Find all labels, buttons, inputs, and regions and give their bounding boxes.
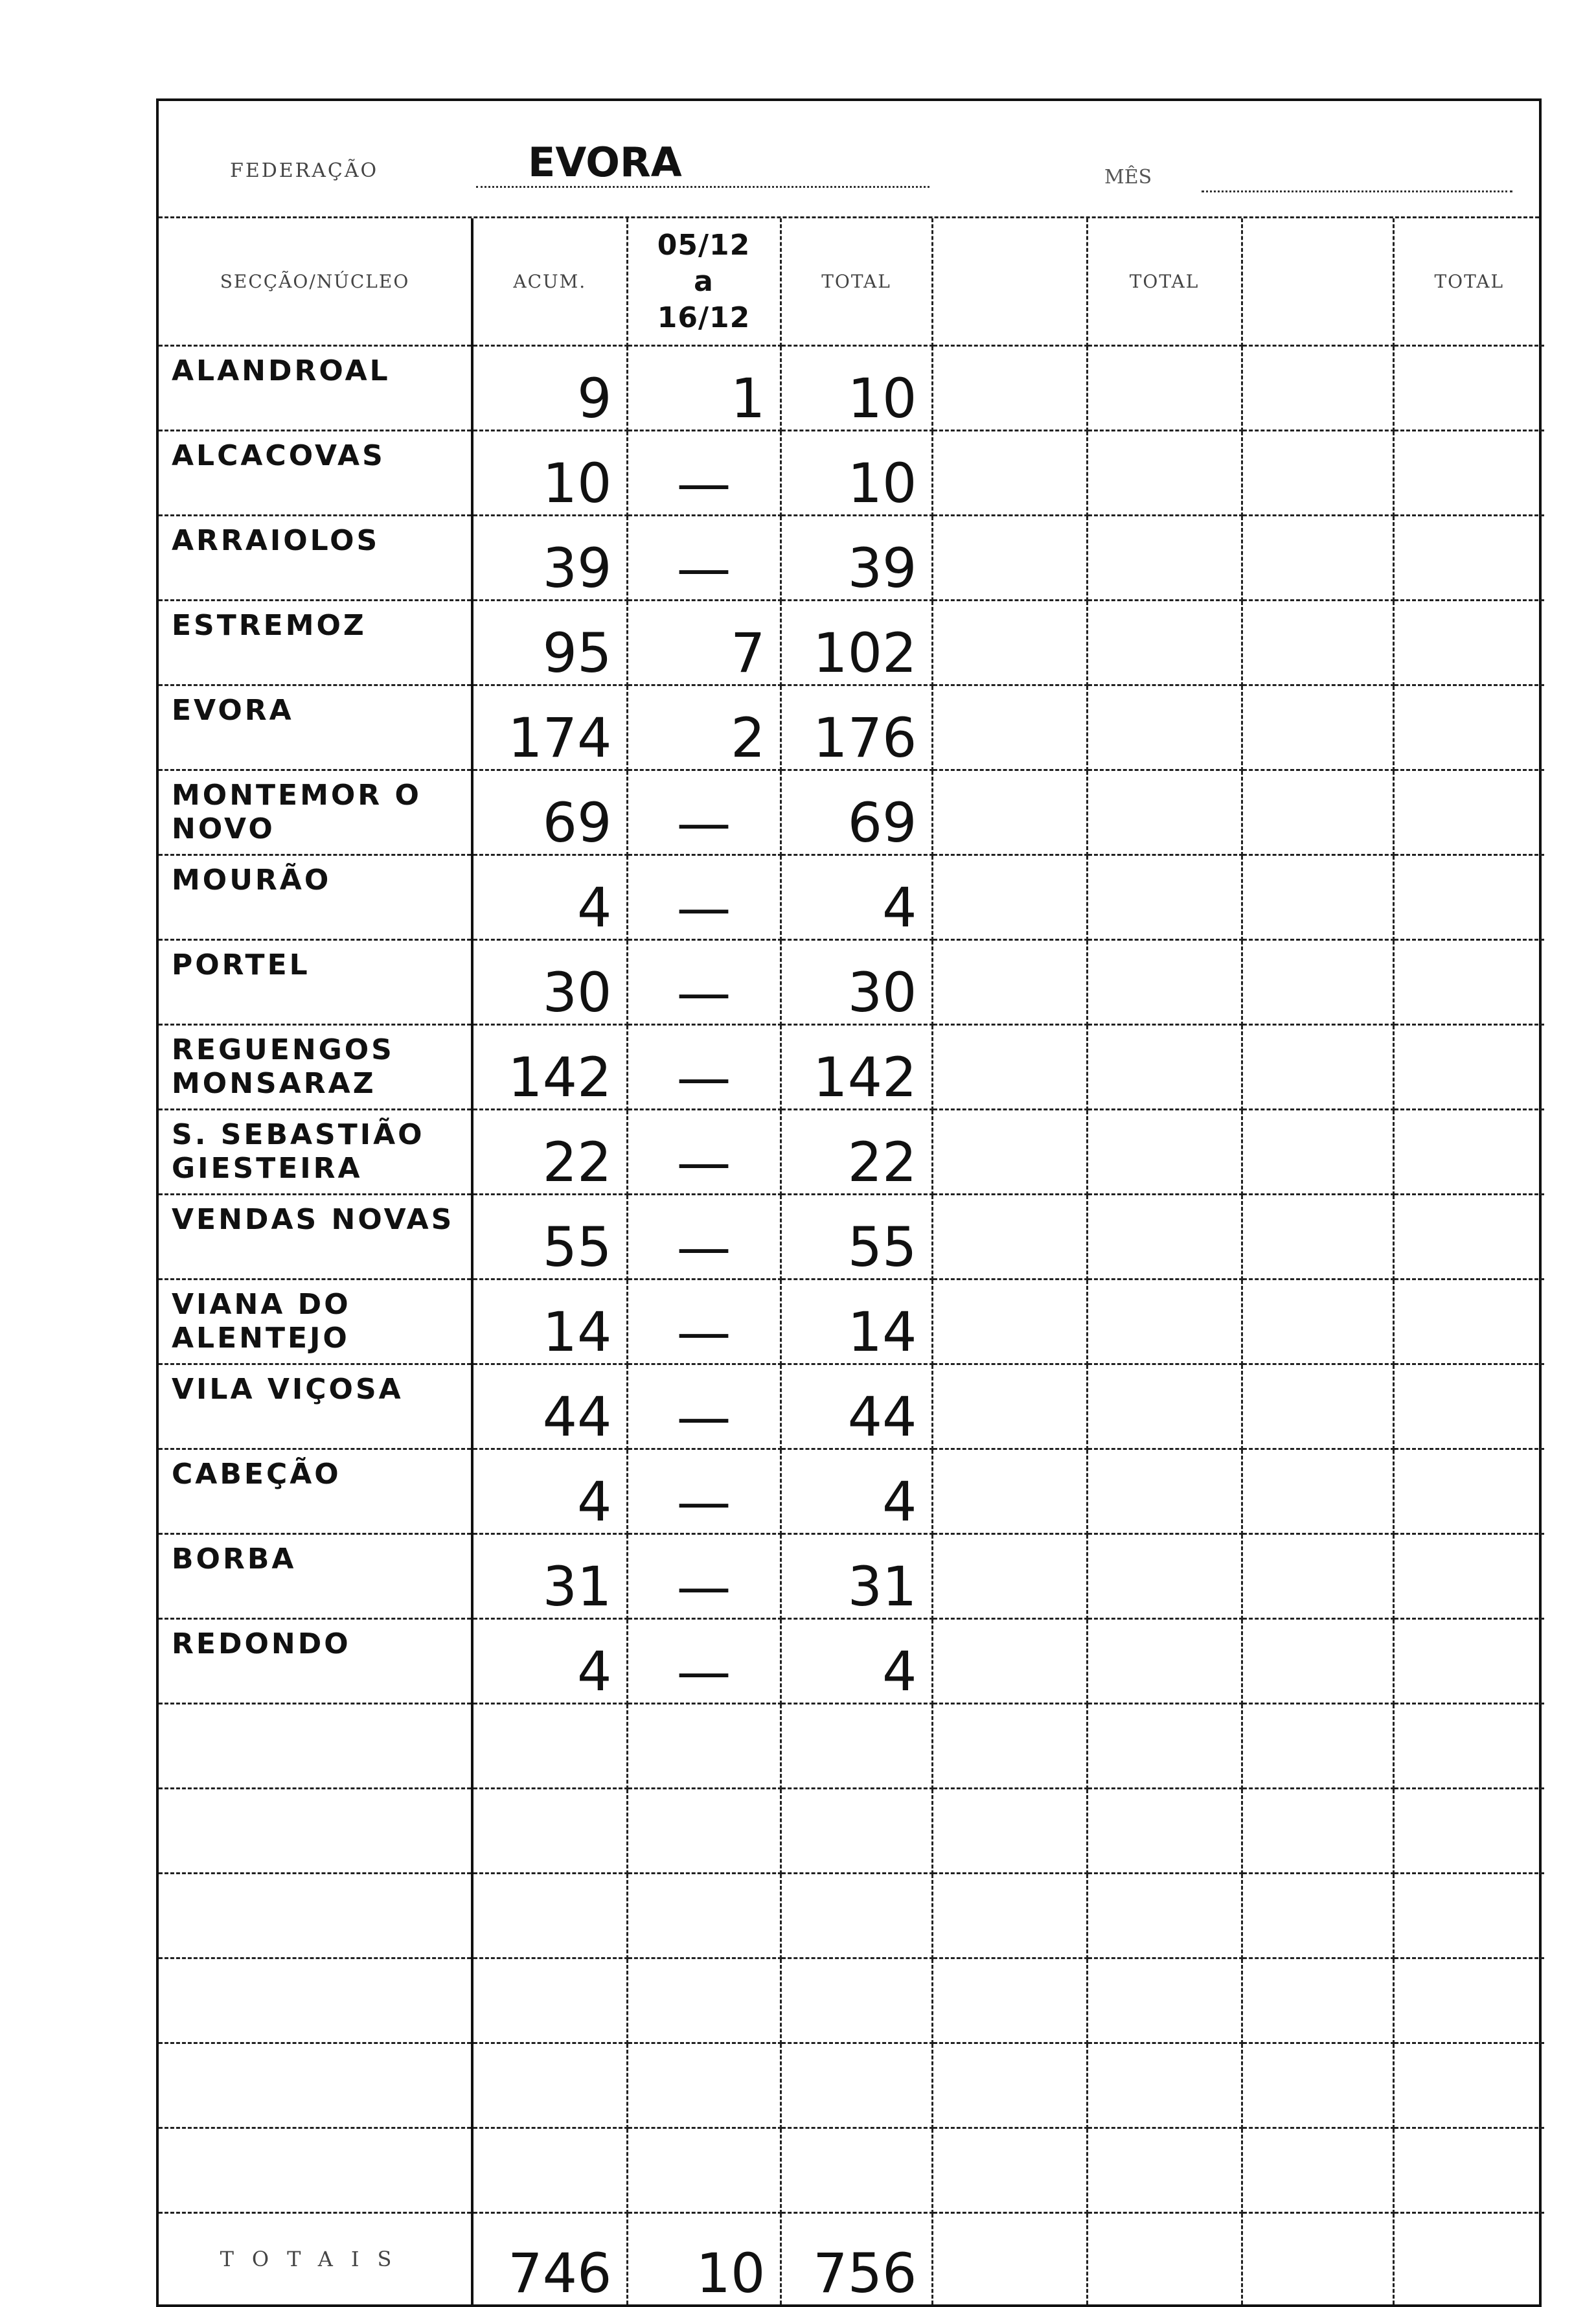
- row-name: PORTEL: [159, 940, 472, 1025]
- row-period: [627, 1704, 781, 1789]
- table-row: [159, 601, 1544, 685]
- blank-cell: [1393, 1789, 1544, 1874]
- row-period: —: [627, 1619, 781, 1704]
- blank-cell: [1087, 601, 1242, 685]
- blank-cell: [932, 940, 1087, 1025]
- row-name: REGUENGOS MONSARAZ: [159, 1025, 472, 1110]
- row-period: —: [627, 940, 781, 1025]
- row-total: [781, 1874, 932, 1958]
- table-row: [159, 1874, 1544, 1958]
- row-acum: 4: [472, 1619, 627, 1704]
- blank-cell: [932, 855, 1087, 940]
- row-acum: 69: [472, 770, 627, 855]
- blank-cell: [1242, 1449, 1393, 1534]
- row-total: 4: [781, 1449, 932, 1534]
- blank-cell: [1087, 855, 1242, 940]
- row-acum: 39: [472, 516, 627, 601]
- row-acum: [472, 1704, 627, 1789]
- row-total: 44: [781, 1364, 932, 1449]
- blank-cell: [1242, 1110, 1393, 1195]
- row-total: 10: [781, 431, 932, 516]
- row-acum: 174: [472, 685, 627, 770]
- blank-cell: [1087, 1025, 1242, 1110]
- blank-cell: [1242, 346, 1393, 431]
- blank-cell: [1087, 1110, 1242, 1195]
- table-row: [159, 1619, 1544, 1704]
- blank-cell: [1087, 1280, 1242, 1364]
- blank-cell: [1087, 1364, 1242, 1449]
- form-header: [159, 101, 1539, 218]
- row-period: —: [627, 431, 781, 516]
- blank-cell: [1087, 1704, 1242, 1789]
- blank-cell: [932, 1364, 1087, 1449]
- federacao-label: FEDERAÇÃO: [230, 159, 379, 182]
- blank-cell: [932, 1110, 1087, 1195]
- blank-cell: [1242, 770, 1393, 855]
- totals-acum: 746: [472, 2213, 627, 2305]
- row-period: —: [627, 1195, 781, 1280]
- blank-cell: [1242, 1619, 1393, 1704]
- blank-cell: [1393, 346, 1544, 431]
- row-acum: [472, 1789, 627, 1874]
- row-total: 10: [781, 346, 932, 431]
- blank-cell: [1087, 1619, 1242, 1704]
- col-total-3: TOTAL: [1393, 218, 1544, 346]
- row-name: ESTREMOZ: [159, 601, 472, 685]
- table-row: [159, 1704, 1544, 1789]
- table-row: [159, 1789, 1544, 1874]
- blank-cell: [932, 2043, 1087, 2128]
- row-name: VIANA DO ALENTEJO: [159, 1280, 472, 1364]
- blank-cell: [1242, 431, 1393, 516]
- table-row: [159, 1025, 1544, 1110]
- row-total: 55: [781, 1195, 932, 1280]
- row-period: —: [627, 1534, 781, 1619]
- blank-cell: [1242, 1704, 1393, 1789]
- period-from: 05/12: [657, 228, 751, 262]
- blank-cell: [1087, 2043, 1242, 2128]
- row-acum: [472, 2043, 627, 2128]
- blank-cell: [932, 1280, 1087, 1364]
- row-total: [781, 1789, 932, 1874]
- blank-cell: [1087, 2213, 1242, 2305]
- federacao-value: EVORA: [476, 139, 929, 188]
- table-row: [159, 516, 1544, 601]
- row-name: [159, 2043, 472, 2128]
- row-acum: 14: [472, 1280, 627, 1364]
- row-period: —: [627, 855, 781, 940]
- row-acum: 4: [472, 1449, 627, 1534]
- blank-cell: [1242, 1789, 1393, 1874]
- table-row: [159, 770, 1544, 855]
- blank-cell: [1242, 1364, 1393, 1449]
- row-total: [781, 1704, 932, 1789]
- row-total: 30: [781, 940, 932, 1025]
- blank-cell: [932, 2128, 1087, 2213]
- blank-cell: [932, 1619, 1087, 1704]
- blank-cell: [1393, 770, 1544, 855]
- row-name: [159, 1958, 472, 2043]
- tally-table: [159, 218, 1544, 2304]
- col-total-1: TOTAL: [781, 218, 932, 346]
- row-period: —: [627, 1025, 781, 1110]
- row-name: [159, 1704, 472, 1789]
- row-period: —: [627, 1364, 781, 1449]
- blank-cell: [1393, 685, 1544, 770]
- row-name: [159, 1789, 472, 1874]
- row-acum: 30: [472, 940, 627, 1025]
- blank-cell: [1242, 1958, 1393, 2043]
- blank-cell: [1087, 1195, 1242, 1280]
- row-total: 39: [781, 516, 932, 601]
- row-total: 4: [781, 1619, 932, 1704]
- blank-cell: [1242, 516, 1393, 601]
- row-period: 7: [627, 601, 781, 685]
- row-name: MOURÃO: [159, 855, 472, 940]
- row-total: [781, 2128, 932, 2213]
- blank-cell: [1242, 2128, 1393, 2213]
- row-total: 176: [781, 685, 932, 770]
- blank-cell: [1393, 1874, 1544, 1958]
- row-acum: 22: [472, 1110, 627, 1195]
- table-row: [159, 1449, 1544, 1534]
- table-row: [159, 2043, 1544, 2128]
- col-total-2: TOTAL: [1087, 218, 1242, 346]
- row-name: CABEÇÃO: [159, 1449, 472, 1534]
- blank-cell: [1393, 1619, 1544, 1704]
- blank-cell: [1087, 346, 1242, 431]
- blank-cell: [1393, 1704, 1544, 1789]
- row-total: 4: [781, 855, 932, 940]
- row-name: EVORA: [159, 685, 472, 770]
- row-acum: [472, 1958, 627, 2043]
- row-total: 69: [781, 770, 932, 855]
- table-row: [159, 2128, 1544, 2213]
- blank-cell: [1087, 1958, 1242, 2043]
- row-period: [627, 1789, 781, 1874]
- blank-cell: [1393, 2043, 1544, 2128]
- blank-cell: [1087, 516, 1242, 601]
- row-name: [159, 1874, 472, 1958]
- blank-cell: [1087, 1534, 1242, 1619]
- blank-cell: [1393, 1534, 1544, 1619]
- blank-cell: [1242, 855, 1393, 940]
- totals-label: TOTAIS: [159, 2213, 472, 2305]
- blank-cell: [932, 1704, 1087, 1789]
- blank-cell: [932, 1534, 1087, 1619]
- row-period: —: [627, 1449, 781, 1534]
- blank-cell: [1242, 1025, 1393, 1110]
- blank-cell: [932, 1958, 1087, 2043]
- row-acum: 9: [472, 346, 627, 431]
- blank-cell: [932, 2213, 1087, 2305]
- blank-cell: [1393, 2128, 1544, 2213]
- blank-cell: [1393, 1110, 1544, 1195]
- row-acum: 95: [472, 601, 627, 685]
- totals-period: 10: [627, 2213, 781, 2305]
- blank-cell: [1393, 1025, 1544, 1110]
- col-blank-1: [932, 218, 1087, 346]
- blank-cell: [1242, 2213, 1393, 2305]
- col-blank-2: [1242, 218, 1393, 346]
- blank-cell: [1087, 770, 1242, 855]
- col-acum: ACUM.: [472, 218, 627, 346]
- table-row: [159, 1110, 1544, 1195]
- table-row: [159, 1280, 1544, 1364]
- row-acum: 31: [472, 1534, 627, 1619]
- blank-cell: [1393, 2213, 1544, 2305]
- blank-cell: [1242, 685, 1393, 770]
- row-total: 14: [781, 1280, 932, 1364]
- blank-cell: [1242, 2043, 1393, 2128]
- blank-cell: [1393, 1195, 1544, 1280]
- blank-cell: [932, 1874, 1087, 1958]
- row-total: 22: [781, 1110, 932, 1195]
- blank-cell: [932, 346, 1087, 431]
- blank-cell: [1393, 1449, 1544, 1534]
- row-period: —: [627, 770, 781, 855]
- blank-cell: [1087, 1789, 1242, 1874]
- blank-cell: [1242, 1534, 1393, 1619]
- row-name: VILA VIÇOSA: [159, 1364, 472, 1449]
- blank-cell: [1087, 2128, 1242, 2213]
- row-name: ALCACOVAS: [159, 431, 472, 516]
- col-seccao: SECÇÃO/NÚCLEO: [159, 218, 472, 346]
- totals-row: [159, 2213, 1544, 2305]
- row-total: 102: [781, 601, 932, 685]
- blank-cell: [1393, 940, 1544, 1025]
- totals-total: 756: [781, 2213, 932, 2305]
- row-name: MONTEMOR O NOVO: [159, 770, 472, 855]
- blank-cell: [1242, 940, 1393, 1025]
- blank-cell: [1393, 1958, 1544, 2043]
- row-total: 142: [781, 1025, 932, 1110]
- blank-cell: [932, 685, 1087, 770]
- blank-cell: [1393, 855, 1544, 940]
- table-row: [159, 1364, 1544, 1449]
- row-acum: [472, 1874, 627, 1958]
- blank-cell: [932, 770, 1087, 855]
- blank-cell: [1393, 1280, 1544, 1364]
- blank-cell: [1087, 940, 1242, 1025]
- blank-cell: [1393, 431, 1544, 516]
- row-period: [627, 1874, 781, 1958]
- blank-cell: [932, 431, 1087, 516]
- row-name: ALANDROAL: [159, 346, 472, 431]
- row-acum: 44: [472, 1364, 627, 1449]
- row-name: S. SEBASTIÃO GIESTEIRA: [159, 1110, 472, 1195]
- row-acum: 10: [472, 431, 627, 516]
- blank-cell: [1087, 431, 1242, 516]
- row-total: [781, 2043, 932, 2128]
- mes-blank-line: [1202, 190, 1512, 192]
- blank-cell: [1393, 601, 1544, 685]
- row-name: [159, 2128, 472, 2213]
- table-row: [159, 855, 1544, 940]
- tally-form: [156, 98, 1542, 2307]
- table-row: [159, 431, 1544, 516]
- row-name: REDONDO: [159, 1619, 472, 1704]
- blank-cell: [1242, 1195, 1393, 1280]
- row-total: 31: [781, 1534, 932, 1619]
- blank-cell: [932, 1195, 1087, 1280]
- row-period: [627, 2128, 781, 2213]
- column-header-row: [159, 218, 1544, 346]
- blank-cell: [1087, 1449, 1242, 1534]
- table-row: [159, 940, 1544, 1025]
- table-row: [159, 1195, 1544, 1280]
- blank-cell: [932, 601, 1087, 685]
- blank-cell: [1242, 601, 1393, 685]
- period-to: 16/12: [657, 301, 751, 334]
- row-period: 1: [627, 346, 781, 431]
- blank-cell: [932, 1025, 1087, 1110]
- col-period: [627, 218, 781, 346]
- row-period: —: [627, 516, 781, 601]
- mes-label: MÊS: [1104, 166, 1152, 189]
- row-name: VENDAS NOVAS: [159, 1195, 472, 1280]
- row-period: 2: [627, 685, 781, 770]
- row-acum: 142: [472, 1025, 627, 1110]
- blank-cell: [1087, 1874, 1242, 1958]
- table-row: [159, 1958, 1544, 2043]
- row-name: BORBA: [159, 1534, 472, 1619]
- row-period: —: [627, 1280, 781, 1364]
- row-name: ARRAIOLOS: [159, 516, 472, 601]
- blank-cell: [1393, 516, 1544, 601]
- blank-cell: [932, 1789, 1087, 1874]
- row-total: [781, 1958, 932, 2043]
- row-period: [627, 1958, 781, 2043]
- row-acum: 4: [472, 855, 627, 940]
- table-row: [159, 685, 1544, 770]
- table-row: [159, 1534, 1544, 1619]
- blank-cell: [1087, 685, 1242, 770]
- row-acum: 55: [472, 1195, 627, 1280]
- blank-cell: [1242, 1874, 1393, 1958]
- blank-cell: [932, 1449, 1087, 1534]
- blank-cell: [1242, 1280, 1393, 1364]
- row-period: [627, 2043, 781, 2128]
- blank-cell: [1393, 1364, 1544, 1449]
- table-row: [159, 346, 1544, 431]
- row-acum: [472, 2128, 627, 2213]
- row-period: —: [627, 1110, 781, 1195]
- period-sep: a: [694, 264, 714, 298]
- blank-cell: [932, 516, 1087, 601]
